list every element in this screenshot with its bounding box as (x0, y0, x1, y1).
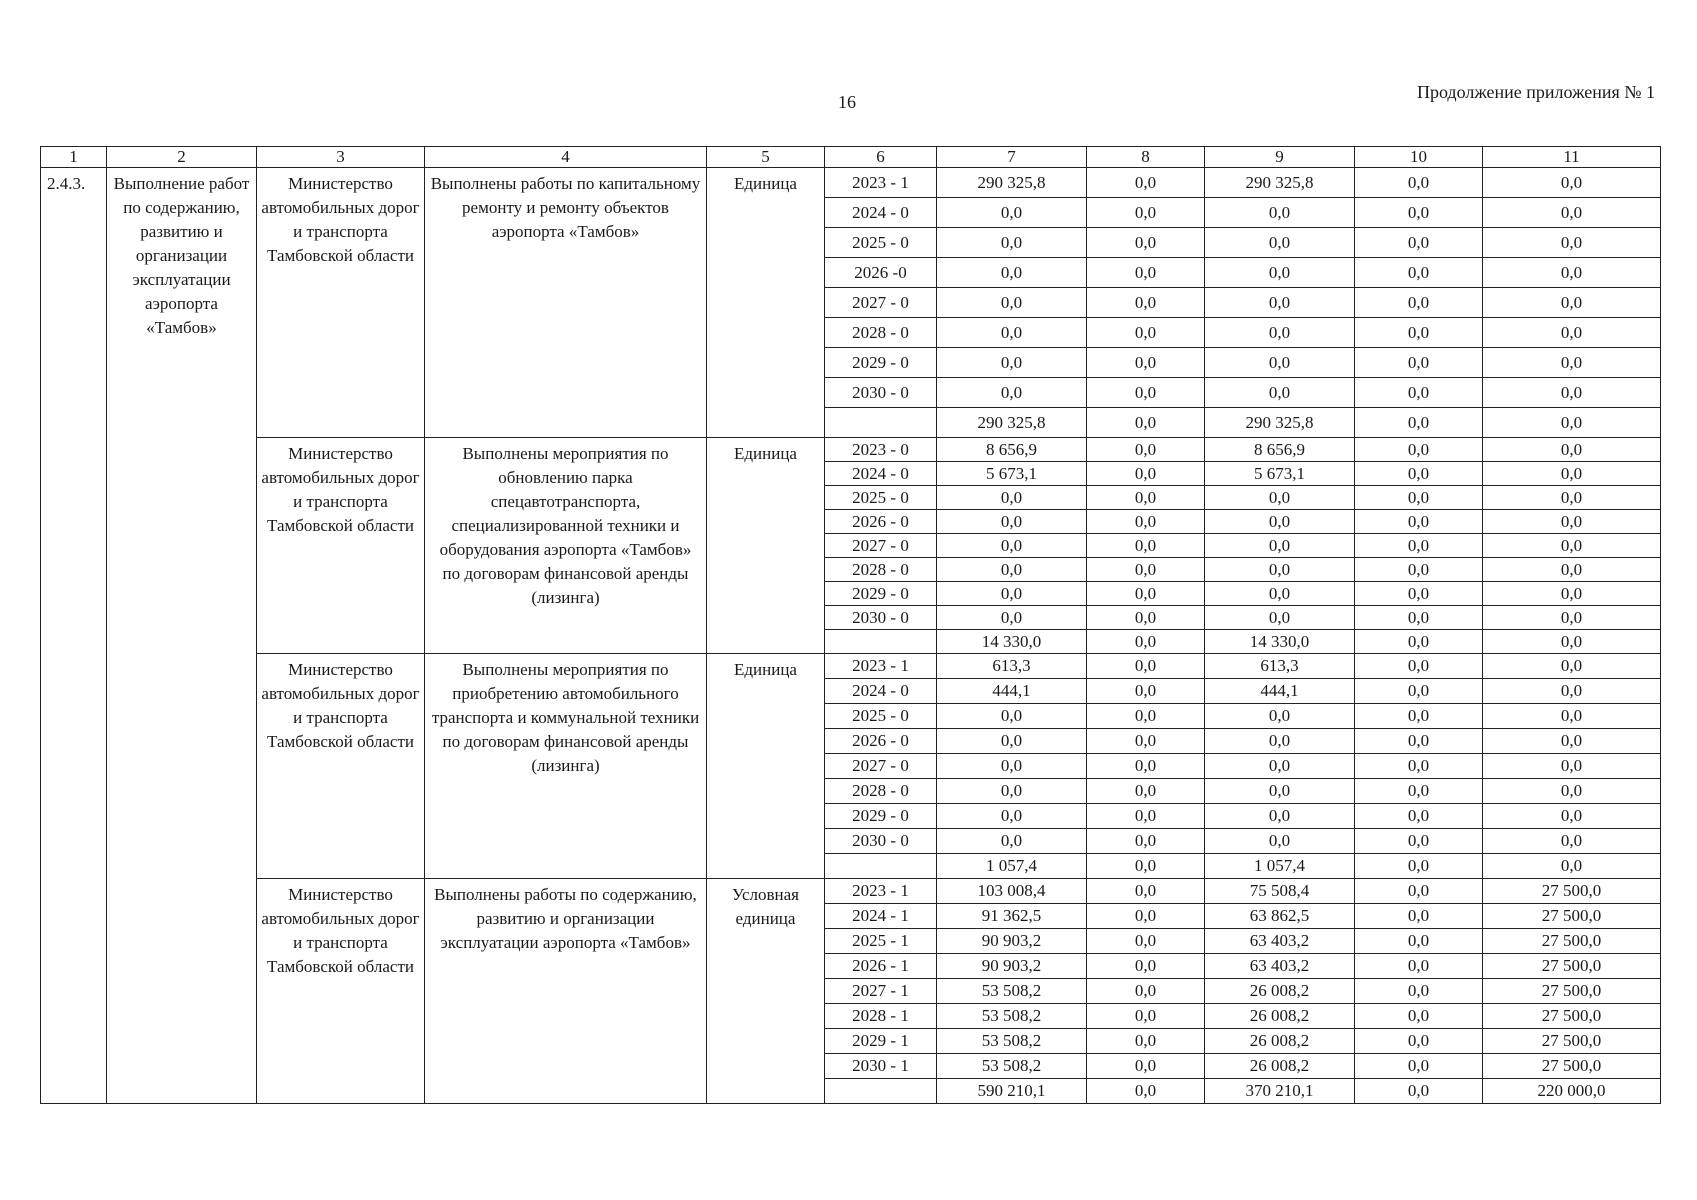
federal-budget-cell: 0,0 (1087, 462, 1205, 486)
appendix-table-container (40, 146, 1660, 1176)
total-cell: 5 673,1 (937, 462, 1087, 486)
local-budget-cell: 0,0 (1355, 879, 1483, 904)
regional-budget-cell: 0,0 (1205, 510, 1355, 534)
total-cell: 0,0 (937, 378, 1087, 408)
local-budget-cell: 0,0 (1355, 1029, 1483, 1054)
extrabudgetary-cell: 0,0 (1483, 704, 1661, 729)
column-header: 9 (1205, 147, 1355, 168)
local-budget-cell: 0,0 (1355, 1079, 1483, 1104)
regional-budget-cell: 0,0 (1205, 228, 1355, 258)
extrabudgetary-cell: 27 500,0 (1483, 879, 1661, 904)
extrabudgetary-cell: 27 500,0 (1483, 954, 1661, 979)
regional-budget-cell: 5 673,1 (1205, 462, 1355, 486)
year-value-cell: 2030 - 0 (825, 606, 937, 630)
federal-budget-cell: 0,0 (1087, 288, 1205, 318)
extrabudgetary-cell: 0,0 (1483, 258, 1661, 288)
extrabudgetary-cell: 220 000,0 (1483, 1079, 1661, 1104)
total-cell: 0,0 (937, 510, 1087, 534)
local-budget-cell: 0,0 (1355, 654, 1483, 679)
local-budget-cell: 0,0 (1355, 804, 1483, 829)
total-cell: 0,0 (937, 318, 1087, 348)
extrabudgetary-cell: 0,0 (1483, 534, 1661, 558)
total-cell: 613,3 (937, 654, 1087, 679)
regional-budget-cell: 370 210,1 (1205, 1079, 1355, 1104)
extrabudgetary-cell: 0,0 (1483, 228, 1661, 258)
year-value-cell: 2028 - 1 (825, 1004, 937, 1029)
federal-budget-cell: 0,0 (1087, 630, 1205, 654)
regional-budget-cell: 0,0 (1205, 704, 1355, 729)
federal-budget-cell: 0,0 (1087, 348, 1205, 378)
result-cell: Выполнены мероприятия по приобретению автомобильного транспорта и коммунальной техники по договорам финансовой аренды (лизинга) (425, 654, 707, 879)
federal-budget-cell: 0,0 (1087, 654, 1205, 679)
year-value-cell: 2026 - 0 (825, 729, 937, 754)
regional-budget-cell: 0,0 (1205, 606, 1355, 630)
local-budget-cell: 0,0 (1355, 679, 1483, 704)
federal-budget-cell: 0,0 (1087, 954, 1205, 979)
federal-budget-cell: 0,0 (1087, 606, 1205, 630)
total-cell: 0,0 (937, 704, 1087, 729)
federal-budget-cell: 0,0 (1087, 486, 1205, 510)
total-cell: 0,0 (937, 829, 1087, 854)
year-value-cell: 2025 - 0 (825, 704, 937, 729)
result-cell: Выполнены мероприятия по обновлению парка спецавтотранспорта, специализированной техники и оборудования аэропорта «Тамбов» по договорам финансовой аренды (лизинга) (425, 438, 707, 654)
federal-budget-cell: 0,0 (1087, 534, 1205, 558)
unit-cell: Условная единица (707, 879, 825, 1104)
executor-cell: Министерство автомобильных дорог и транспорта Тамбовской области (257, 879, 425, 1104)
table-row (41, 654, 1661, 679)
column-number-row (41, 147, 1661, 168)
federal-budget-cell: 0,0 (1087, 929, 1205, 954)
table-row (41, 168, 1661, 198)
total-cell: 14 330,0 (937, 630, 1087, 654)
regional-budget-cell: 613,3 (1205, 654, 1355, 679)
regional-budget-cell: 0,0 (1205, 318, 1355, 348)
column-header: 10 (1355, 147, 1483, 168)
local-budget-cell: 0,0 (1355, 582, 1483, 606)
year-value-cell: 2026 - 0 (825, 510, 937, 534)
table-row (41, 438, 1661, 462)
year-value-cell: 2027 - 0 (825, 288, 937, 318)
extrabudgetary-cell: 0,0 (1483, 486, 1661, 510)
total-cell: 53 508,2 (937, 1054, 1087, 1079)
total-cell: 0,0 (937, 486, 1087, 510)
extrabudgetary-cell: 0,0 (1483, 510, 1661, 534)
total-cell: 590 210,1 (937, 1079, 1087, 1104)
year-value-cell: 2028 - 0 (825, 318, 937, 348)
local-budget-cell: 0,0 (1355, 168, 1483, 198)
year-value-cell: 2025 - 0 (825, 486, 937, 510)
column-header: 8 (1087, 147, 1205, 168)
total-cell: 0,0 (937, 779, 1087, 804)
total-cell: 0,0 (937, 198, 1087, 228)
regional-budget-cell: 26 008,2 (1205, 979, 1355, 1004)
federal-budget-cell: 0,0 (1087, 754, 1205, 779)
extrabudgetary-cell: 27 500,0 (1483, 929, 1661, 954)
federal-budget-cell: 0,0 (1087, 904, 1205, 929)
local-budget-cell: 0,0 (1355, 954, 1483, 979)
extrabudgetary-cell: 0,0 (1483, 582, 1661, 606)
regional-budget-cell: 0,0 (1205, 804, 1355, 829)
local-budget-cell: 0,0 (1355, 288, 1483, 318)
local-budget-cell: 0,0 (1355, 462, 1483, 486)
local-budget-cell: 0,0 (1355, 630, 1483, 654)
federal-budget-cell: 0,0 (1087, 198, 1205, 228)
local-budget-cell: 0,0 (1355, 534, 1483, 558)
federal-budget-cell: 0,0 (1087, 378, 1205, 408)
appendix-table (40, 146, 1661, 1104)
extrabudgetary-cell: 0,0 (1483, 198, 1661, 228)
federal-budget-cell: 0,0 (1087, 408, 1205, 438)
federal-budget-cell: 0,0 (1087, 879, 1205, 904)
column-header: 3 (257, 147, 425, 168)
local-budget-cell: 0,0 (1355, 904, 1483, 929)
executor-cell: Министерство автомобильных дорог и транспорта Тамбовской области (257, 438, 425, 654)
year-value-cell: 2023 - 1 (825, 654, 937, 679)
regional-budget-cell: 63 403,2 (1205, 954, 1355, 979)
extrabudgetary-cell: 0,0 (1483, 558, 1661, 582)
regional-budget-cell: 0,0 (1205, 486, 1355, 510)
extrabudgetary-cell: 0,0 (1483, 854, 1661, 879)
regional-budget-cell: 0,0 (1205, 558, 1355, 582)
total-cell: 90 903,2 (937, 929, 1087, 954)
table-body (41, 147, 1661, 1104)
total-cell: 0,0 (937, 729, 1087, 754)
result-cell: Выполнены работы по капитальному ремонту и ремонту объектов аэропорта «Тамбов» (425, 168, 707, 438)
year-value-cell: 2024 - 0 (825, 462, 937, 486)
year-value-cell: 2029 - 0 (825, 582, 937, 606)
year-value-cell: 2023 - 0 (825, 438, 937, 462)
regional-budget-cell: 0,0 (1205, 348, 1355, 378)
regional-budget-cell: 0,0 (1205, 378, 1355, 408)
local-budget-cell: 0,0 (1355, 348, 1483, 378)
year-value-cell: 2027 - 0 (825, 754, 937, 779)
regional-budget-cell: 26 008,2 (1205, 1054, 1355, 1079)
regional-budget-cell: 8 656,9 (1205, 438, 1355, 462)
regional-budget-cell: 0,0 (1205, 198, 1355, 228)
federal-budget-cell: 0,0 (1087, 779, 1205, 804)
total-cell: 0,0 (937, 288, 1087, 318)
local-budget-cell: 0,0 (1355, 729, 1483, 754)
year-value-cell: 2023 - 1 (825, 168, 937, 198)
year-value-cell: 2024 - 0 (825, 679, 937, 704)
column-header: 6 (825, 147, 937, 168)
year-value-cell: 2027 - 1 (825, 979, 937, 1004)
executor-cell: Министерство автомобильных дорог и транспорта Тамбовской области (257, 168, 425, 438)
year-value-cell: 2028 - 0 (825, 779, 937, 804)
column-header: 5 (707, 147, 825, 168)
local-budget-cell: 0,0 (1355, 558, 1483, 582)
total-cell: 0,0 (937, 582, 1087, 606)
local-budget-cell: 0,0 (1355, 754, 1483, 779)
regional-budget-cell: 63 403,2 (1205, 929, 1355, 954)
column-header: 7 (937, 147, 1087, 168)
local-budget-cell: 0,0 (1355, 929, 1483, 954)
local-budget-cell: 0,0 (1355, 779, 1483, 804)
continuation-label: Продолжение приложения № 1 (1416, 82, 1655, 102)
regional-budget-cell: 0,0 (1205, 829, 1355, 854)
year-value-cell (825, 408, 937, 438)
regional-budget-cell: 0,0 (1205, 258, 1355, 288)
local-budget-cell: 0,0 (1355, 486, 1483, 510)
year-value-cell (825, 854, 937, 879)
regional-budget-cell: 0,0 (1205, 754, 1355, 779)
total-cell: 0,0 (937, 606, 1087, 630)
column-header: 1 (41, 147, 107, 168)
year-value-cell: 2025 - 1 (825, 929, 937, 954)
local-budget-cell: 0,0 (1355, 378, 1483, 408)
unit-cell: Единица (707, 654, 825, 879)
total-cell: 0,0 (937, 558, 1087, 582)
page-number: 16 (838, 92, 856, 112)
federal-budget-cell: 0,0 (1087, 228, 1205, 258)
year-value-cell: 2024 - 0 (825, 198, 937, 228)
federal-budget-cell: 0,0 (1087, 1029, 1205, 1054)
extrabudgetary-cell: 0,0 (1483, 630, 1661, 654)
extrabudgetary-cell: 0,0 (1483, 408, 1661, 438)
total-cell: 1 057,4 (937, 854, 1087, 879)
extrabudgetary-cell: 0,0 (1483, 679, 1661, 704)
regional-budget-cell: 0,0 (1205, 582, 1355, 606)
regional-budget-cell: 444,1 (1205, 679, 1355, 704)
local-budget-cell: 0,0 (1355, 829, 1483, 854)
total-cell: 0,0 (937, 228, 1087, 258)
measure-name: Выполнение работ по содержанию, развитию и организации эксплуатации аэропорта «Тамбов» (107, 168, 257, 1104)
extrabudgetary-cell: 0,0 (1483, 729, 1661, 754)
regional-budget-cell: 14 330,0 (1205, 630, 1355, 654)
extrabudgetary-cell: 27 500,0 (1483, 979, 1661, 1004)
extrabudgetary-cell: 0,0 (1483, 288, 1661, 318)
year-value-cell: 2029 - 0 (825, 348, 937, 378)
table-row (41, 879, 1661, 904)
total-cell: 53 508,2 (937, 979, 1087, 1004)
extrabudgetary-cell: 27 500,0 (1483, 1054, 1661, 1079)
year-value-cell: 2026 - 1 (825, 954, 937, 979)
extrabudgetary-cell: 27 500,0 (1483, 904, 1661, 929)
local-budget-cell: 0,0 (1355, 704, 1483, 729)
federal-budget-cell: 0,0 (1087, 854, 1205, 879)
total-cell: 0,0 (937, 258, 1087, 288)
total-cell: 444,1 (937, 679, 1087, 704)
federal-budget-cell: 0,0 (1087, 258, 1205, 288)
local-budget-cell: 0,0 (1355, 258, 1483, 288)
year-value-cell: 2030 - 1 (825, 1054, 937, 1079)
total-cell: 0,0 (937, 804, 1087, 829)
extrabudgetary-cell: 27 500,0 (1483, 1029, 1661, 1054)
total-cell: 53 508,2 (937, 1004, 1087, 1029)
regional-budget-cell: 26 008,2 (1205, 1029, 1355, 1054)
local-budget-cell: 0,0 (1355, 1054, 1483, 1079)
extrabudgetary-cell: 0,0 (1483, 438, 1661, 462)
federal-budget-cell: 0,0 (1087, 704, 1205, 729)
column-header: 4 (425, 147, 707, 168)
federal-budget-cell: 0,0 (1087, 558, 1205, 582)
total-cell: 290 325,8 (937, 408, 1087, 438)
extrabudgetary-cell: 0,0 (1483, 462, 1661, 486)
year-value-cell (825, 1079, 937, 1104)
year-value-cell: 2030 - 0 (825, 378, 937, 408)
year-value-cell: 2030 - 0 (825, 829, 937, 854)
federal-budget-cell: 0,0 (1087, 979, 1205, 1004)
regional-budget-cell: 0,0 (1205, 779, 1355, 804)
local-budget-cell: 0,0 (1355, 198, 1483, 228)
federal-budget-cell: 0,0 (1087, 804, 1205, 829)
local-budget-cell: 0,0 (1355, 408, 1483, 438)
total-cell: 8 656,9 (937, 438, 1087, 462)
executor-cell: Министерство автомобильных дорог и транспорта Тамбовской области (257, 654, 425, 879)
column-header: 2 (107, 147, 257, 168)
extrabudgetary-cell: 0,0 (1483, 168, 1661, 198)
result-cell: Выполнены работы по содержанию, развитию и организации эксплуатации аэропорта «Тамбов» (425, 879, 707, 1104)
federal-budget-cell: 0,0 (1087, 582, 1205, 606)
extrabudgetary-cell: 0,0 (1483, 654, 1661, 679)
regional-budget-cell: 0,0 (1205, 729, 1355, 754)
extrabudgetary-cell: 0,0 (1483, 348, 1661, 378)
local-budget-cell: 0,0 (1355, 228, 1483, 258)
local-budget-cell: 0,0 (1355, 979, 1483, 1004)
total-cell: 0,0 (937, 534, 1087, 558)
year-value-cell: 2027 - 0 (825, 534, 937, 558)
total-cell: 91 362,5 (937, 904, 1087, 929)
year-value-cell: 2029 - 0 (825, 804, 937, 829)
extrabudgetary-cell: 0,0 (1483, 754, 1661, 779)
regional-budget-cell: 0,0 (1205, 534, 1355, 558)
year-value-cell: 2026 -0 (825, 258, 937, 288)
year-value-cell: 2025 - 0 (825, 228, 937, 258)
extrabudgetary-cell: 0,0 (1483, 318, 1661, 348)
year-value-cell: 2028 - 0 (825, 558, 937, 582)
federal-budget-cell: 0,0 (1087, 829, 1205, 854)
total-cell: 290 325,8 (937, 168, 1087, 198)
extrabudgetary-cell: 0,0 (1483, 829, 1661, 854)
regional-budget-cell: 75 508,4 (1205, 879, 1355, 904)
federal-budget-cell: 0,0 (1087, 318, 1205, 348)
total-cell: 0,0 (937, 348, 1087, 378)
extrabudgetary-cell: 0,0 (1483, 606, 1661, 630)
year-value-cell: 2024 - 1 (825, 904, 937, 929)
year-value-cell: 2023 - 1 (825, 879, 937, 904)
regional-budget-cell: 63 862,5 (1205, 904, 1355, 929)
total-cell: 103 008,4 (937, 879, 1087, 904)
extrabudgetary-cell: 0,0 (1483, 378, 1661, 408)
federal-budget-cell: 0,0 (1087, 1054, 1205, 1079)
column-header: 11 (1483, 147, 1661, 168)
year-value-cell (825, 630, 937, 654)
local-budget-cell: 0,0 (1355, 318, 1483, 348)
regional-budget-cell: 290 325,8 (1205, 168, 1355, 198)
year-value-cell: 2029 - 1 (825, 1029, 937, 1054)
total-cell: 53 508,2 (937, 1029, 1087, 1054)
federal-budget-cell: 0,0 (1087, 510, 1205, 534)
total-cell: 90 903,2 (937, 954, 1087, 979)
unit-cell: Единица (707, 438, 825, 654)
federal-budget-cell: 0,0 (1087, 679, 1205, 704)
federal-budget-cell: 0,0 (1087, 168, 1205, 198)
regional-budget-cell: 26 008,2 (1205, 1004, 1355, 1029)
local-budget-cell: 0,0 (1355, 1004, 1483, 1029)
measure-code: 2.4.3. (41, 168, 107, 1104)
regional-budget-cell: 290 325,8 (1205, 408, 1355, 438)
extrabudgetary-cell: 0,0 (1483, 804, 1661, 829)
extrabudgetary-cell: 27 500,0 (1483, 1004, 1661, 1029)
federal-budget-cell: 0,0 (1087, 1004, 1205, 1029)
extrabudgetary-cell: 0,0 (1483, 779, 1661, 804)
regional-budget-cell: 0,0 (1205, 288, 1355, 318)
local-budget-cell: 0,0 (1355, 606, 1483, 630)
local-budget-cell: 0,0 (1355, 510, 1483, 534)
local-budget-cell: 0,0 (1355, 438, 1483, 462)
total-cell: 0,0 (937, 754, 1087, 779)
unit-cell: Единица (707, 168, 825, 438)
federal-budget-cell: 0,0 (1087, 1079, 1205, 1104)
federal-budget-cell: 0,0 (1087, 729, 1205, 754)
federal-budget-cell: 0,0 (1087, 438, 1205, 462)
local-budget-cell: 0,0 (1355, 854, 1483, 879)
regional-budget-cell: 1 057,4 (1205, 854, 1355, 879)
